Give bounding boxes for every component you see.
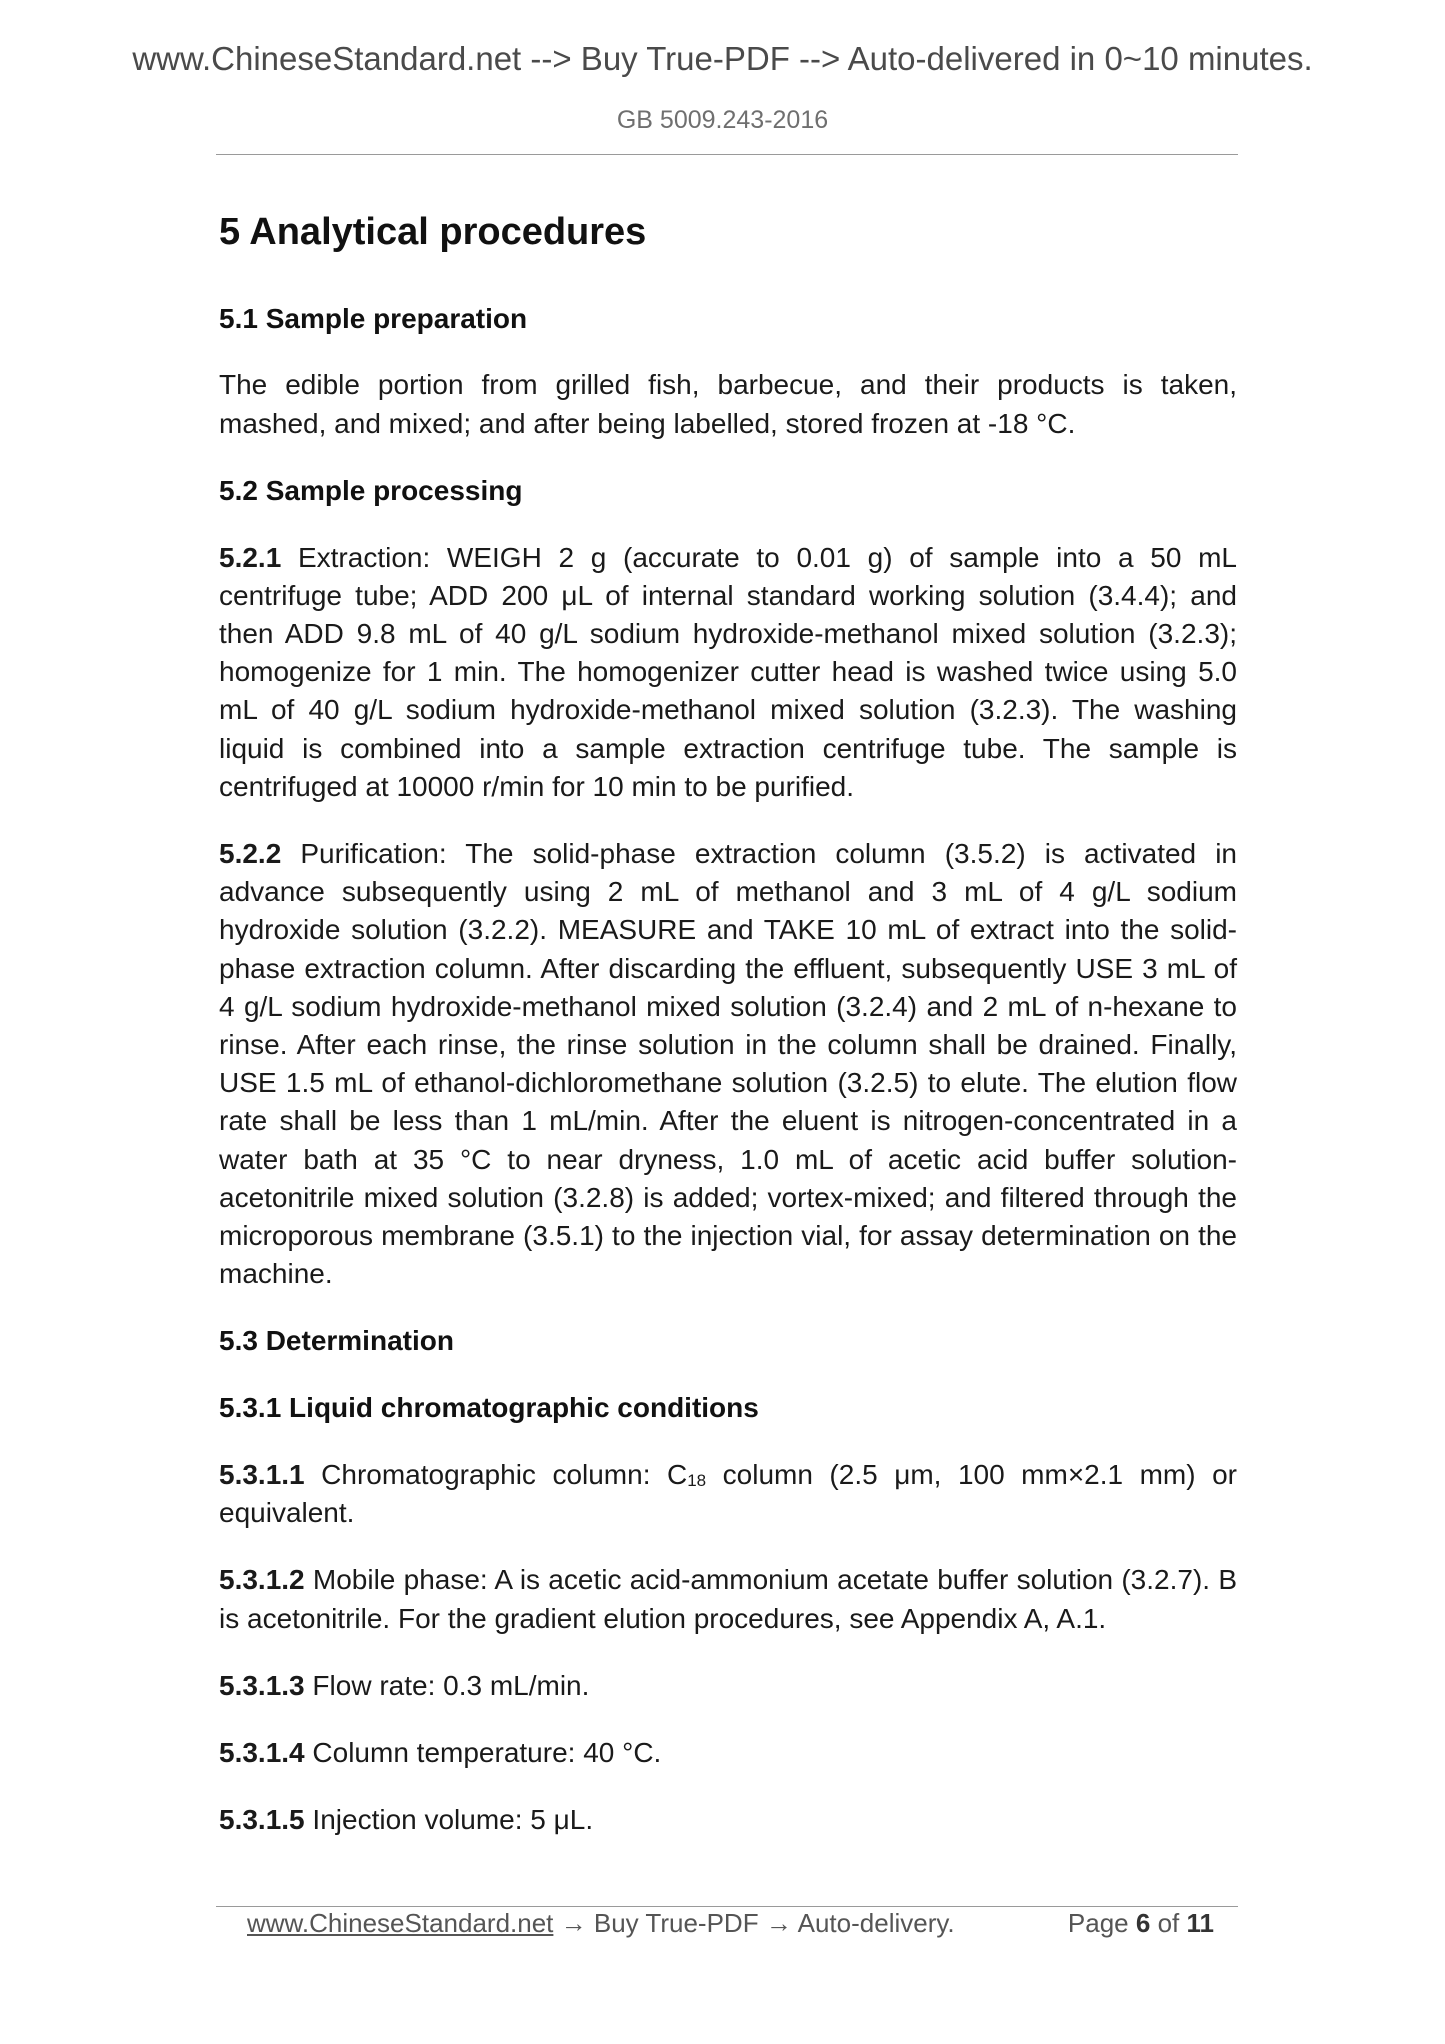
clause-text: Flow rate: 0.3 mL/min. xyxy=(304,1669,590,1701)
clause-number: 5.3.1.4 xyxy=(219,1737,305,1769)
clause-number: 5.3.1.2 xyxy=(219,1564,305,1596)
subscript-18: 18 xyxy=(687,1471,707,1491)
arrow-right-icon: → xyxy=(560,1908,587,1938)
clause-text: Injection volume: 5 μL. xyxy=(304,1804,594,1836)
footer-promo xyxy=(247,1904,955,1942)
paragraph-5-3-1-5 xyxy=(219,1801,1237,1839)
page-label: Page xyxy=(1067,1908,1129,1938)
header-divider xyxy=(216,154,1238,155)
clause-text: Column temperature: 40 °C. xyxy=(304,1737,662,1769)
page-content xyxy=(219,210,1237,1868)
clause-text: column (2.5 μm, 100 mm×2.1 mm) or equivalent. xyxy=(219,1459,1237,1529)
heading-5-2: 5.2 Sample processing xyxy=(219,474,523,506)
page-total: 11 xyxy=(1186,1908,1214,1938)
paragraph-5-2-1 xyxy=(219,539,1237,806)
clause-number: 5.3.1.3 xyxy=(219,1669,305,1701)
clause-text: Purification: The solid-phase extraction column (3.5.2) is activated in advance subsequently using 2 mL of methanol and 3 mL of 4 g/L sodium hydroxide solution (3.2.2). MEASURE and TAKE 10 mL of extract into the solid-phase extraction column. After discarding the effluent, subsequently USE 3 mL of 4 g/L sodium hydroxide-methanol mixed solution (3.2.4) and 2 mL of n-hexane to rinse. After each rinse, the rinse solution in the column shall be drained. Finally, USE 1.5 mL of ethanol-dichloromethane solution (3.2.5) to elute. The elution flow rate shall be less than 1 mL/min. After the eluent is nitrogen-concentrated in a water bath at 35 °C to near dryness, 1.0 mL of acetic acid buffer solution-acetonitrile mixed solution (3.2.8) is added; vortex-mixed; and filtered through the microporous membrane (3.5.1) to the injection vial, for assay determination on the machine. xyxy=(219,838,1237,1290)
clause-text: Chromatographic column: C xyxy=(304,1459,688,1491)
page-number: 6 xyxy=(1135,1908,1151,1938)
of-label: of xyxy=(1157,1908,1180,1938)
footer-buy-text: Buy True-PDF xyxy=(593,1908,759,1938)
clause-number: 5.2.1 xyxy=(219,541,282,573)
clause-number: 5.2.2 xyxy=(219,838,282,870)
section-title: 5 Analytical procedures xyxy=(219,211,647,253)
clause-number: 5.3.1.1 xyxy=(219,1459,305,1491)
clause-text: Mobile phase: A is acetic acid-ammonium acetate buffer solution (3.2.7). B is acetonitrile. For the gradient elution procedures, see Appendix A, A.1. xyxy=(219,1564,1237,1634)
page-indicator xyxy=(1068,1904,1214,1942)
clause-number: 5.3.1.5 xyxy=(219,1804,305,1836)
clause-text: Extraction: WEIGH 2 g (accurate to 0.01 g) of sample into a 50 mL centrifuge tube; ADD 200 μL of internal standard working solution (3.4.4); and then ADD 9.8 mL of 40 g/L sodium hydroxide-methanol mixed solution (3.2.3); homogenize for 1 min. The homogenizer cutter head is washed twice using 5.0 mL of 40 g/L sodium hydroxide-methanol mixed solution (3.2.3). The washing liquid is combined into a sample extraction centrifuge tube. The sample is centrifuged at 10000 r/min for 10 min to be purified. xyxy=(219,541,1237,802)
paragraph-5-2-2 xyxy=(219,835,1237,1293)
heading-5-3-1: 5.3.1 Liquid chromatographic conditions xyxy=(219,1392,759,1424)
paragraph-5-3-1-3 xyxy=(219,1667,1237,1705)
top-banner[interactable]: www.ChineseStandard.net --> Buy True-PDF --> Auto-delivered in 0~10 minutes. xyxy=(132,40,1313,77)
paragraph-5-3-1-2 xyxy=(219,1561,1237,1637)
footer-auto-text: Auto-delivery. xyxy=(797,1908,955,1938)
document-code: GB 5009.243-2016 xyxy=(616,106,829,134)
heading-5-3: 5.3 Determination xyxy=(219,1325,454,1357)
heading-5-1: 5.1 Sample preparation xyxy=(219,302,528,334)
paragraph-5-1: The edible portion from grilled fish, barbecue, and their products is taken, mashed, and mixed; and after being labelled, stored frozen at -18 °C. xyxy=(219,369,1237,439)
paragraph-5-3-1-4 xyxy=(219,1734,1237,1772)
paragraph-5-3-1-1 xyxy=(219,1456,1237,1532)
footer-link[interactable]: www.ChineseStandard.net xyxy=(247,1908,554,1938)
arrow-right-icon: → xyxy=(765,1908,792,1938)
